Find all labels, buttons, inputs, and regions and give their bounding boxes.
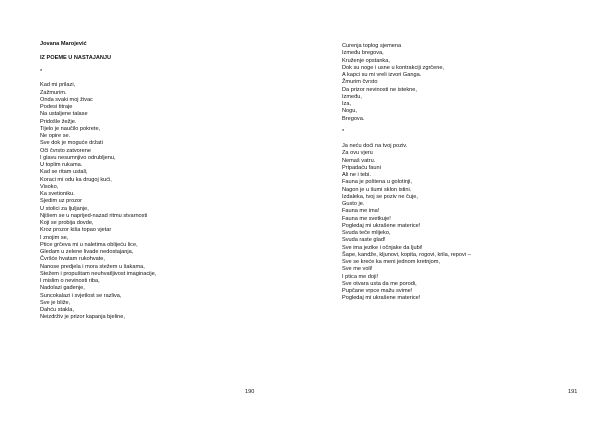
poem-line: Bregova. — [342, 115, 365, 122]
poem-line: Ne opire se. — [40, 133, 71, 139]
poem-line: Nemaš vatru. — [342, 157, 376, 164]
poem-line: Iza, — [342, 101, 352, 107]
poem-line: Koraci mi odu ka drugoj kući, — [40, 176, 112, 183]
poem-line: Tijelo je naučilo pokrete, — [40, 125, 101, 132]
poem-line: Između, — [342, 93, 362, 100]
poem-line: Njišem se u naprijed-nazad ritmu stvarnosti — [40, 212, 148, 219]
poem-line: U toplim rukama. — [40, 162, 83, 168]
poem-line: Nanose predjela i mora stežem u šakama, — [40, 263, 145, 270]
poem-line: Žmurim čvrsto — [342, 79, 378, 86]
poem-line: Zažmurim. — [40, 89, 67, 96]
poem-line: Pripadaću fauni — [342, 164, 381, 171]
poem-line: Gusto je. — [342, 201, 365, 207]
poem-line: Suncokalazi i svjetlost se razliva, — [40, 292, 122, 299]
poem-line: Fauna me svetkuje! — [342, 215, 391, 222]
poem-line: Nagon je u šumi sklon istini. — [342, 186, 412, 193]
poem-line: Koji se probija dovde, — [40, 220, 94, 226]
poem-line: Onda svaki moj živac — [40, 96, 93, 103]
poem-line: Pogledaj mi ukrašene materice! — [342, 295, 421, 302]
poem-line: Sve dok je moguće držati — [40, 140, 103, 147]
page-number-right: 191 — [568, 389, 578, 395]
poem-line: Dahću stakla, — [40, 307, 74, 313]
poem-line: Kad mi prilazi, — [40, 82, 76, 89]
poem-line: Nadolazi gađenje, — [40, 285, 85, 292]
poem-line: Pridošle žežje. — [40, 118, 77, 125]
left-poem-lines — [40, 82, 156, 321]
poem-line: Pogledaj mi ukrašene materice! — [342, 222, 421, 229]
poem-line: I glavu nesumnjivo odrubljenu, — [40, 154, 116, 161]
poem-line: U stolici za ljuljanje, — [40, 205, 89, 212]
poem-line: Gledam u zelene livade nedostajanja, — [40, 249, 134, 255]
poem-line: Visoko, — [40, 183, 59, 190]
poem-line: Stežem i propuštam neuhvatljivost imaginacije, — [40, 270, 157, 277]
poem-line: Neizdrživ je prizor kapanja bjeline, — [40, 314, 125, 321]
poem-line: Ka svetioniku. — [40, 191, 75, 197]
poem-line: Dok su noge i usne u kontrakciji zgrčene, — [342, 64, 444, 71]
poem-line: Svuda teče mlijeko, — [342, 230, 391, 236]
poem-line: I ptica me doji! — [342, 273, 379, 280]
right-stanza-1 — [342, 43, 471, 123]
poem-line: Sjedim uz prozor — [40, 198, 82, 205]
poem-line: Svuda raste glad! — [342, 237, 386, 244]
poem-line: Za ovu vjeru — [342, 150, 373, 157]
poem-line: Čvršće hvatam rukohvate, — [40, 256, 105, 263]
poem-line: Ptice grčeva mi u naletima oblijeću lice, — [40, 241, 138, 248]
right-stanza-2 — [342, 143, 471, 303]
right-text-column — [342, 43, 471, 303]
poem-line: Kruženje opstanka, — [342, 57, 390, 64]
author-name: Jovana Marojević — [40, 41, 87, 47]
poem-line: Oči čvrsto zatvorene — [40, 147, 91, 154]
poem-line: Na ustaljene talase — [40, 111, 88, 118]
poem-line: Sve se kreće ka meni jednom kretnjom, — [342, 259, 440, 265]
poem-line: Ali ne i tebi. — [342, 172, 371, 178]
section-mark-right: * — [342, 129, 345, 136]
left-text-column — [40, 41, 156, 322]
poem-line: Između bregova, — [342, 50, 384, 57]
poem-line: I mislim o nevinosti riba, — [40, 278, 100, 284]
poem-title: IZ POEME U NASTAJANJU — [40, 54, 112, 61]
poem-line: Sve ima jezike i očnjake da ljubi! — [342, 244, 423, 251]
poem-line: Ja neću doći na tvoj poziv. — [342, 143, 408, 149]
poem-line: Šape, kandže, kljunovi, kopita, rogovi, krila, repovi – — [342, 251, 471, 258]
poem-line: Da prizor nevinosti ne istekne, — [342, 86, 417, 93]
poem-line: Sve je bliže, — [40, 299, 71, 306]
poem-line: Sve me voli! — [342, 266, 373, 273]
poem-line: Podesi titraje — [40, 104, 73, 110]
poem-line: I znojim se, — [40, 234, 69, 241]
poem-line: Kad se ritam ustali, — [40, 169, 88, 176]
poem-line: Curenja toplog sjemena — [342, 43, 402, 49]
poem-line: Nogu, — [342, 108, 357, 115]
poem-line: Fauna me ima! — [342, 208, 380, 215]
page-number-left: 190 — [245, 389, 255, 395]
poem-line: Izdaleka, tvoj se poziv ne čuje, — [342, 193, 418, 200]
section-mark: * — [40, 68, 43, 75]
right-page — [300, 0, 600, 423]
poem-line: Kroz prozor kiša topao vjetar — [40, 227, 112, 234]
poem-line: Fauna je poštena u golotinji, — [342, 179, 412, 186]
poem-line: Pupčane vrpce mažu svime! — [342, 288, 413, 294]
poem-line: A kapci su mi vreli izvori Ganga. — [342, 72, 422, 78]
poem-line: Sve otvara usta da me porodi, — [342, 280, 417, 287]
